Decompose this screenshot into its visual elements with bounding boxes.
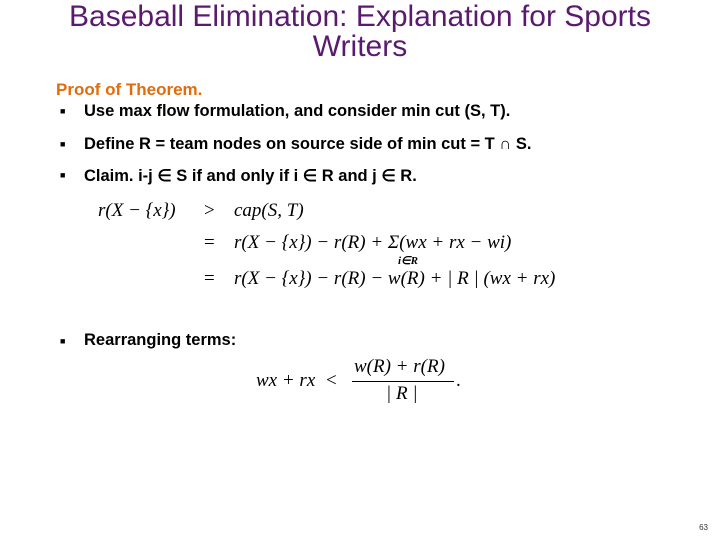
bullet-item-4: Rearranging terms: [84, 331, 237, 349]
bullet-item-2: Define R = team nodes on source side of min cut = T ∩ S. [84, 135, 532, 153]
ineq-numerator: w(R) + r(R) [354, 356, 445, 377]
slide-title-line2: Writers [312, 30, 408, 63]
proof-heading: Proof of Theorem. [56, 80, 203, 99]
bullet-marker-icon: ■ [60, 336, 66, 346]
slide-title-line1: Baseball Elimination: Explanation for Sports [69, 0, 651, 33]
page-number: 63 [699, 523, 708, 532]
eq-row3-rel: = [204, 268, 215, 289]
eq-row2-sum-index: i∈R [398, 255, 418, 267]
ineq-rel: < [326, 370, 337, 391]
eq-row1-lhs: r(X − {x}) [98, 200, 176, 221]
ineq-denominator: | R | [386, 383, 418, 404]
eq-row1-rhs: cap(S, T) [234, 200, 304, 221]
eq-row2-rhs: r(X − {x}) − r(R) + Σ(wx + rx − wi) [234, 232, 512, 253]
ineq-lhs: wx + rx [256, 370, 316, 391]
bullet-marker-icon: ■ [60, 139, 66, 149]
bullet-item-3: Claim. i-j ∈ S if and only if i ∈ R and j ∈ R. [84, 167, 417, 185]
bullet-marker-icon: ■ [60, 170, 66, 180]
bullet-marker-icon: ■ [60, 106, 66, 116]
eq-row2-rel: = [204, 232, 215, 253]
ineq-period: . [456, 370, 461, 391]
eq-row1-rel: > [204, 200, 215, 221]
fraction-bar [352, 381, 454, 382]
slide-title [0, 2, 720, 62]
bullet-item-1: Use max flow formulation, and consider min cut (S, T). [84, 102, 511, 120]
eq-row3-rhs: r(X − {x}) − r(R) − w(R) + | R | (wx + rx) [234, 268, 556, 289]
